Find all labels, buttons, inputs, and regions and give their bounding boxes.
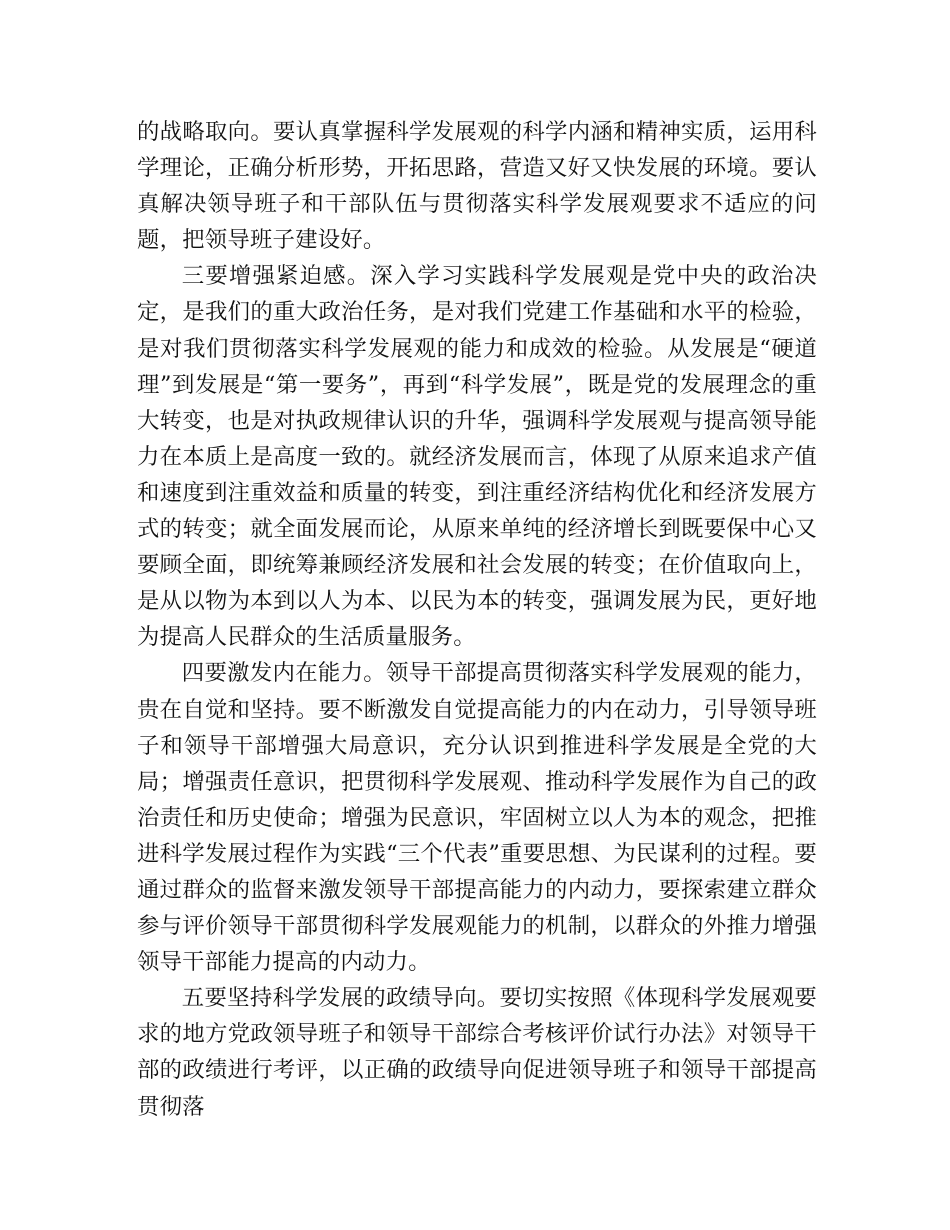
paragraph-4: 五要坚持科学发展的政绩导向。要切实按照《体现科学发展观要求的地方党政领导班子和领导干部综合考核评价试行办法》对领导干部的政绩进行考评，以正确的政绩导向促进领导班子和领导干部提高贯彻落 <box>137 985 817 1120</box>
paragraph-1: 的战略取向。要认真掌握科学发展观的科学内涵和精神实质，运用科学理论，正确分析形势，开拓思路，营造又好又快发展的环境。要认真解决领导班子和干部队伍与贯彻落实科学发展观要求不适应的问题，把领导班子建设好。 <box>137 119 817 254</box>
document-body <box>137 114 817 1125</box>
paragraph-2: 三要增强紧迫感。深入学习实践科学发展观是党中央的政治决定，是我们的重大政治任务，是对我们党建工作基础和水平的检验，是对我们贯彻落实科学发展观的能力和成效的检验。从发展是“硬道理”到发展是“第一要务”，再到“科学发展”，既是党的发展理念的重大转变，也是对执政规律认识的升华，强调科学发展观与提高领导能力在本质上是高度一致的。就经济发展而言，体现了从原来追求产值和速度到注重效益和质量的转变，到注重经济结构优化和经济发展方式的转变；就全面发展而论，从原来单纯的经济增长到既要保中心又要顾全面，即统筹兼顾经济发展和社会发展的转变；在价值取向上，是从以物为本到以人为本、以民为本的转变，强调发展为民，更好地为提高人民群众的生活质量服务。 <box>137 263 817 651</box>
paragraph-3: 四要激发内在能力。领导干部提高贯彻落实科学发展观的能力，贵在自觉和坚持。要不断激发自觉提高能力的内在动力，引导领导班子和领导干部增强大局意识，充分认识到推进科学发展是全党的大局；增强责任意识，把贯彻科学发展观、推动科学发展作为自己的政治责任和历史使命；增强为民意识，牢固树立以人为本的观念，把推进科学发展过程作为实践“三个代表”重要思想、为民谋利的过程。要通过群众的监督来激发领导干部提高能力的内动力，要探索建立群众参与评价领导干部贯彻科学发展观能力的机制，以群众的外推力增强领导干部能力提高的内动力。 <box>137 660 817 976</box>
